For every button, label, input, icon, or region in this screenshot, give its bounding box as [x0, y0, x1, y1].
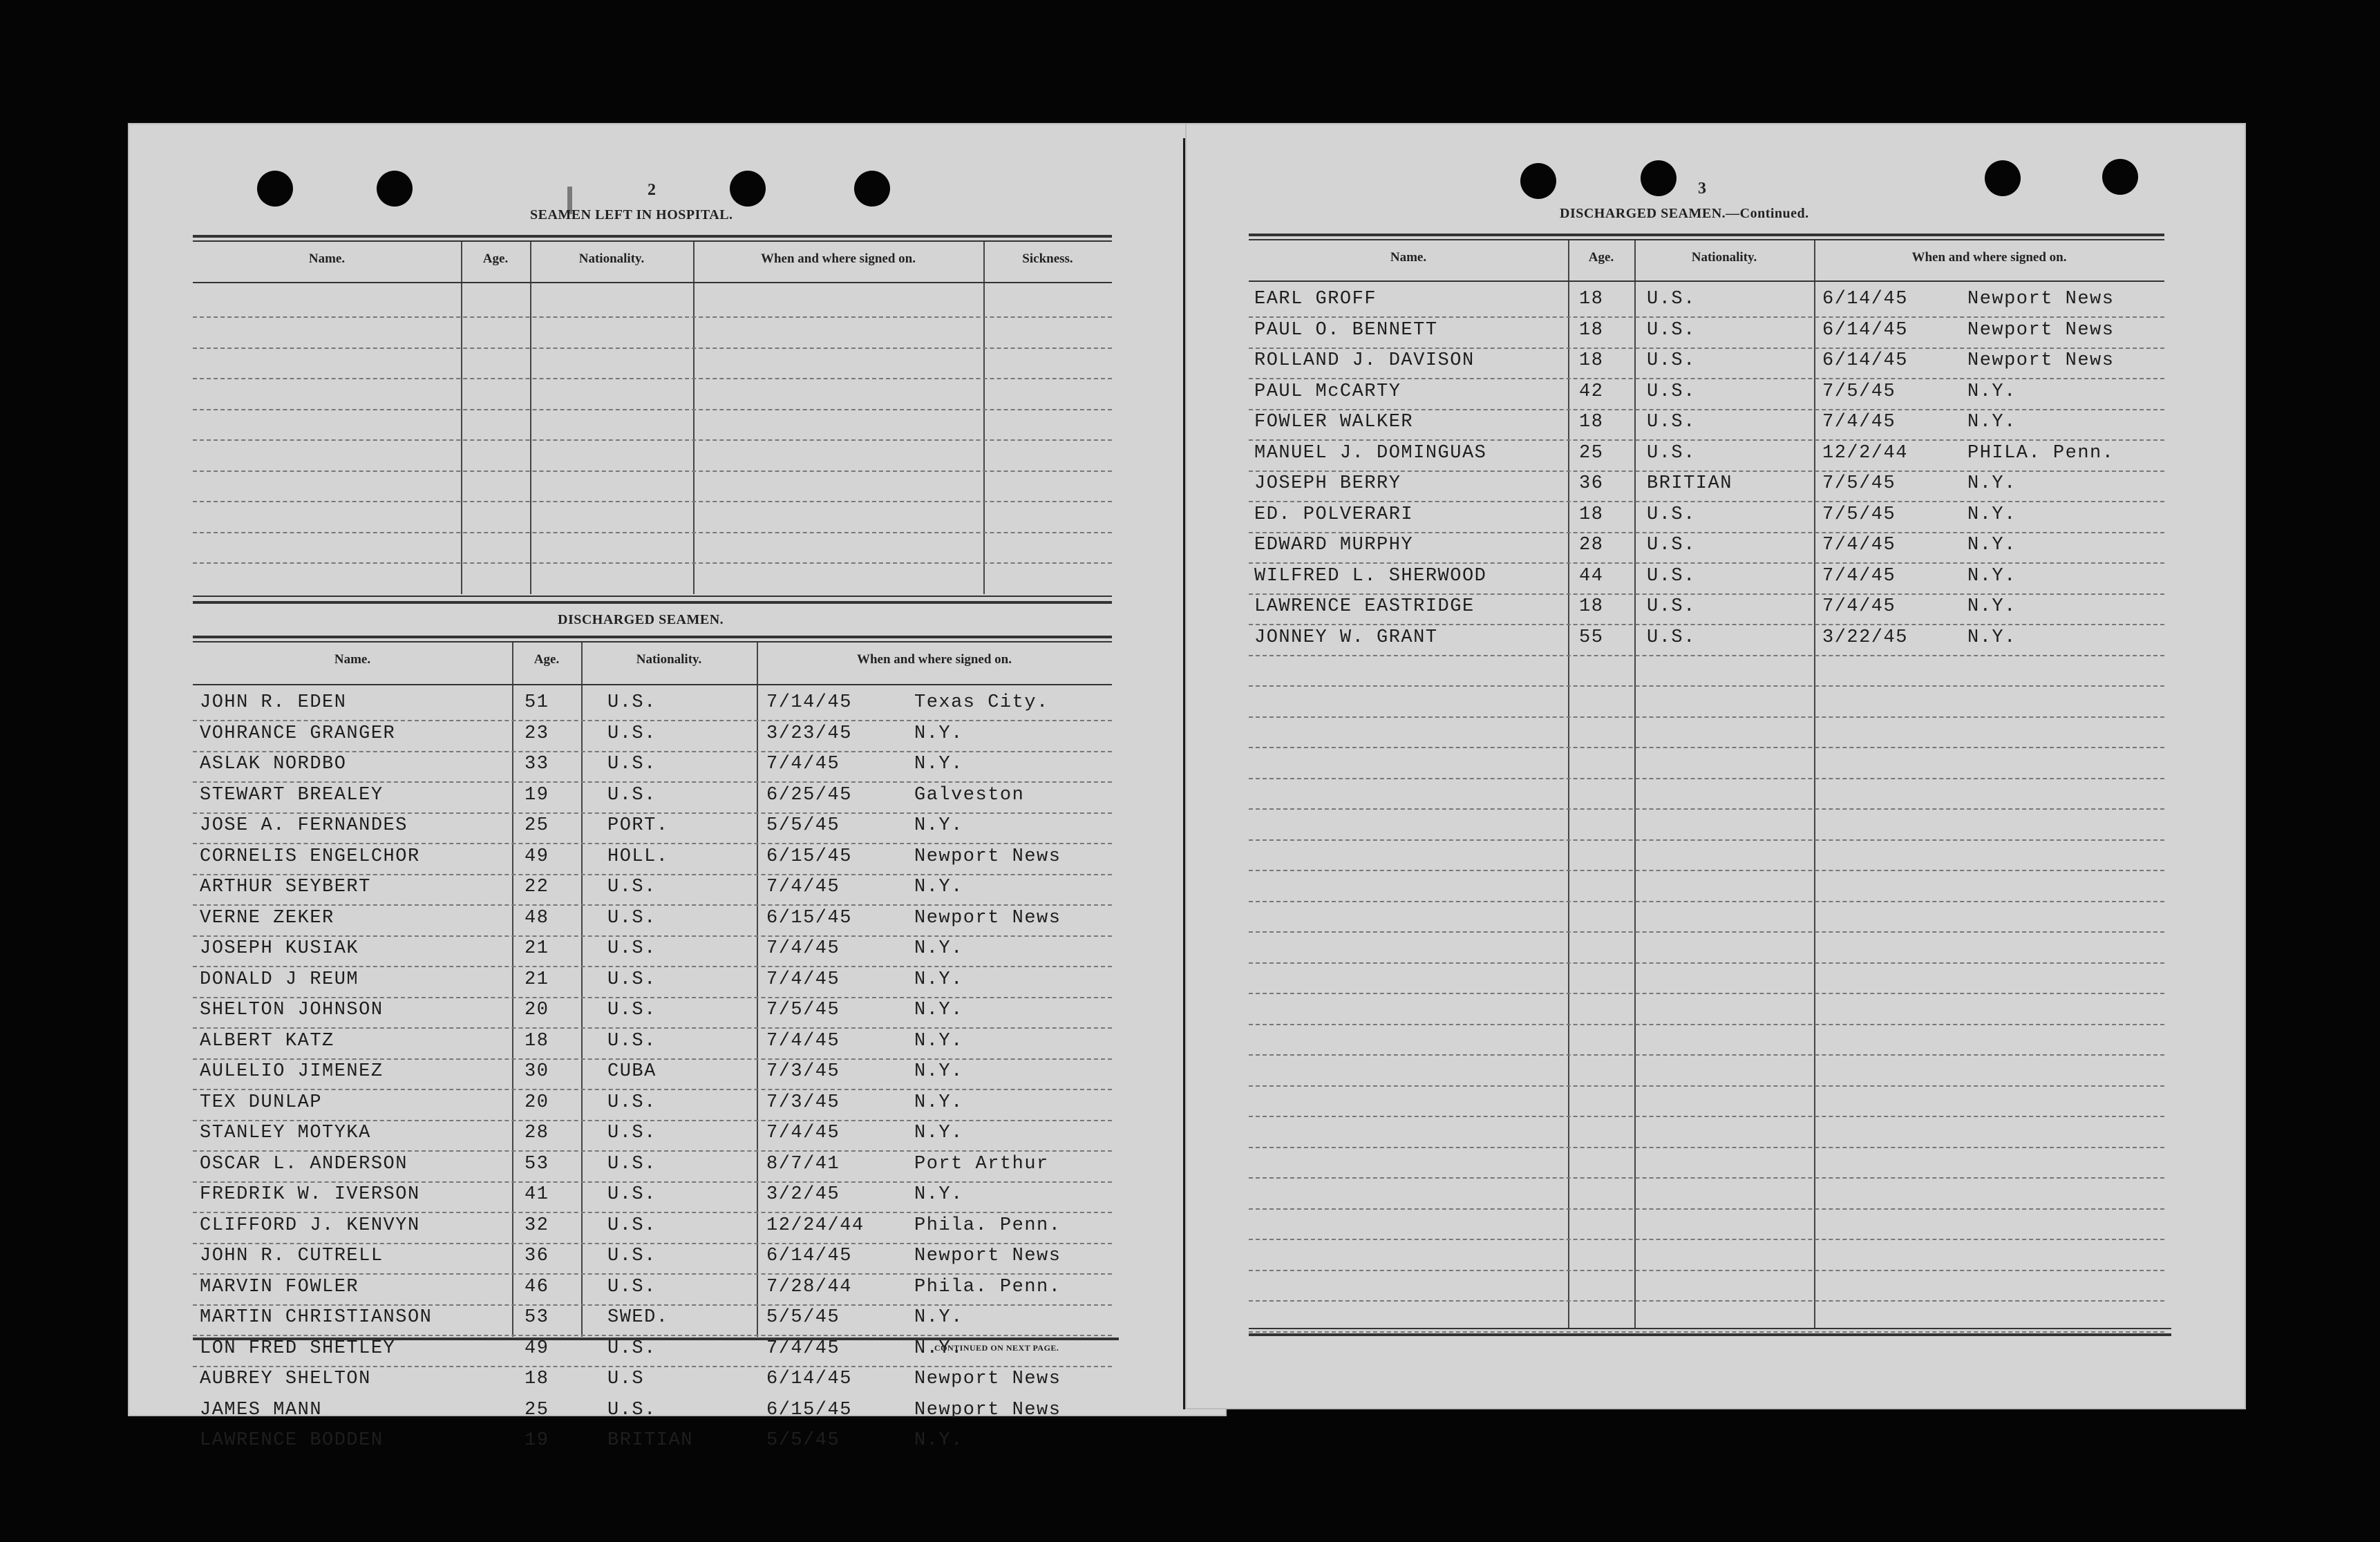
row-rule [193, 532, 1112, 533]
signed-on-place: N.Y. [914, 1061, 963, 1082]
discharged-continued-table [1249, 240, 2171, 1331]
seaman-name: STEWART BREALEY [200, 784, 384, 806]
seaman-age: 18 [525, 1369, 549, 1389]
row-rule [1249, 993, 2164, 994]
row-rule [1249, 1300, 2164, 1302]
seaman-age: 18 [1579, 289, 1604, 310]
seaman-name: LAWRENCE BODDEN [200, 1430, 384, 1451]
signed-on-date: 12/24/44 [766, 1215, 865, 1236]
seaman-name: JOSEPH KUSIAK [200, 938, 359, 959]
seaman-nationality: U.S. [1647, 412, 1696, 432]
seaman-nationality: U.S. [607, 877, 657, 897]
table-row [1249, 318, 2171, 350]
table-row [193, 968, 1119, 999]
signed-on-place: N.Y. [1967, 504, 2017, 525]
row-rule [1249, 1024, 2164, 1025]
seaman-nationality: U.S. [607, 723, 657, 744]
signed-on-place: N.Y. [914, 1123, 963, 1143]
seaman-name: OSCAR L. ANDERSON [200, 1153, 408, 1174]
row-rule [1249, 1270, 2164, 1271]
signed-on-place: N.Y. [914, 1338, 963, 1359]
row-rule [1249, 931, 2164, 933]
seaman-name: LON FRED SHETLEY [200, 1338, 396, 1359]
seaman-age: 23 [525, 723, 549, 744]
row-rule [1249, 778, 2164, 779]
seaman-nationality: BRITIAN [1647, 473, 1732, 494]
seaman-name: DONALD J REUM [200, 969, 359, 990]
seaman-name: AULELIO JIMENEZ [200, 1061, 384, 1082]
left-page [128, 123, 1227, 1451]
signed-on-date: 12/2/44 [1822, 442, 1908, 464]
table-row [193, 875, 1119, 906]
signed-on-date: 3/22/45 [1822, 627, 1908, 648]
seaman-nationality: U.S. [607, 1184, 657, 1205]
seaman-nationality: U.S. [607, 754, 657, 774]
row-rule [1249, 1239, 2164, 1240]
signed-on-place: N.Y. [1967, 412, 2017, 432]
seaman-name: JOSE A. FERNANDES [200, 815, 408, 836]
seaman-nationality: U.S. [607, 907, 657, 929]
seaman-age: 22 [525, 877, 549, 897]
table-row [193, 1244, 1119, 1275]
table-row [193, 783, 1119, 815]
table-row [193, 1398, 1119, 1429]
seaman-name: WILFRED L. SHERWOOD [1254, 565, 1487, 587]
seaman-name: EARL GROFF [1254, 289, 1377, 310]
signed-on-date: 6/15/45 [766, 1399, 852, 1420]
table-row [1249, 472, 2171, 503]
row-rule [1249, 1054, 2164, 1056]
signed-on-place: N.Y. [914, 969, 963, 990]
seaman-name: ALBERT KATZ [200, 1030, 334, 1051]
signed-on-place: Newport News [914, 1369, 1061, 1389]
signed-on-date: 7/4/45 [1822, 535, 1896, 555]
seaman-age: 25 [525, 815, 549, 836]
row-rule [1249, 1147, 2164, 1148]
seaman-nationality: PORT. [607, 815, 669, 836]
header-rule [193, 282, 1112, 283]
row-rule [1249, 839, 2164, 841]
table-row [1249, 287, 2171, 318]
signed-on-date: 6/25/45 [766, 784, 852, 806]
seaman-name: PAUL O. BENNETT [1254, 319, 1438, 341]
seaman-age: 20 [525, 1000, 549, 1020]
punch-hole [854, 171, 890, 207]
signed-on-date: 6/14/45 [1822, 350, 1908, 371]
seaman-nationality: CUBA [607, 1061, 657, 1082]
seaman-age: 20 [525, 1092, 549, 1113]
punch-hole [2102, 159, 2138, 195]
seaman-nationality: U.S. [607, 1030, 657, 1051]
row-rule [1249, 747, 2164, 748]
seaman-name: LAWRENCE EASTRIDGE [1254, 596, 1475, 617]
seaman-nationality: U.S. [1647, 350, 1696, 371]
table-row [193, 1306, 1119, 1337]
seaman-nationality: HOLL. [607, 846, 669, 867]
signed-on-place: Newport News [914, 907, 1061, 929]
row-rule [193, 501, 1112, 502]
seaman-name: JAMES MANN [200, 1399, 323, 1420]
table-row [193, 814, 1119, 845]
seaman-nationality: U.S. [1647, 504, 1696, 525]
seaman-nationality: U.S. [607, 1399, 657, 1420]
table-row [1249, 533, 2171, 564]
table-row [193, 1429, 1119, 1460]
column-divider [983, 242, 985, 594]
table-rule [193, 636, 1112, 638]
signed-on-date: 7/5/45 [1822, 473, 1896, 494]
seaman-age: 36 [1579, 473, 1604, 494]
seaman-nationality: U.S. [1647, 627, 1696, 648]
seaman-age: 18 [1579, 412, 1604, 432]
seaman-age: 46 [525, 1276, 549, 1297]
signed-on-date: 7/3/45 [766, 1092, 840, 1113]
seaman-age: 21 [525, 969, 549, 990]
seaman-age: 42 [1579, 381, 1604, 402]
seaman-name: PAUL McCARTY [1254, 381, 1401, 402]
signed-on-place: N.Y. [914, 1030, 963, 1051]
seaman-age: 28 [1579, 535, 1604, 555]
punch-hole [257, 171, 293, 207]
col-header-sickness: Sickness. [1022, 251, 1073, 266]
signed-on-place: Newport News [1967, 319, 2115, 341]
signed-on-date: 7/5/45 [766, 1000, 840, 1020]
signed-on-date: 6/14/45 [766, 1369, 852, 1389]
table-row [1249, 503, 2171, 534]
seaman-name: FOWLER WALKER [1254, 412, 1414, 432]
col-header-name: Name. [334, 652, 371, 667]
signed-on-date: 7/5/45 [1822, 381, 1896, 402]
signed-on-date: 7/14/45 [766, 692, 852, 713]
seaman-name: ROLLAND J. DAVISON [1254, 350, 1475, 371]
seaman-age: 49 [525, 1338, 549, 1359]
row-rule [193, 439, 1112, 441]
seaman-name: ARTHUR SEYBERT [200, 877, 371, 897]
right-section-title: DISCHARGED SEAMEN.—Continued. [1560, 206, 1809, 221]
signed-on-place: Newport News [1967, 350, 2115, 371]
col-header-age: Age. [533, 652, 560, 667]
row-rule [193, 316, 1112, 318]
header-rule [1249, 280, 2164, 282]
signed-on-date: 6/15/45 [766, 907, 852, 929]
col-header-nationality: Nationality. [578, 251, 645, 266]
seaman-nationality: U.S. [1647, 381, 1696, 402]
seaman-age: 18 [525, 1030, 549, 1051]
seaman-nationality: U.S. [607, 784, 657, 806]
seaman-name: EDWARD MURPHY [1254, 535, 1414, 555]
seaman-age: 44 [1579, 565, 1604, 587]
table-row [193, 691, 1119, 722]
page-number: 2 [648, 181, 656, 199]
seaman-nationality: U.S. [1647, 442, 1696, 464]
seaman-age: 48 [525, 907, 549, 929]
signed-on-place: Port Arthur [914, 1153, 1049, 1174]
seaman-name: JOHN R. EDEN [200, 692, 347, 713]
signed-on-place: Newport News [1967, 289, 2115, 310]
signed-on-date: 5/5/45 [766, 815, 840, 836]
hospital-section-title: SEAMEN LEFT IN HOSPITAL. [530, 207, 733, 222]
seaman-name: JONNEY W. GRANT [1254, 627, 1438, 648]
seaman-name: JOSEPH BERRY [1254, 473, 1401, 494]
seaman-nationality: U.S. [607, 1000, 657, 1020]
col-header-name: Name. [308, 251, 346, 266]
seaman-name: JOHN R. CUTRELL [200, 1246, 384, 1266]
seaman-age: 53 [525, 1153, 549, 1174]
signed-on-place: Newport News [914, 1246, 1061, 1266]
row-rule [1249, 1116, 2164, 1117]
table-row [193, 1060, 1119, 1091]
seaman-nationality: U.S. [607, 1153, 657, 1174]
seaman-name: ED. POLVERARI [1254, 504, 1414, 525]
seaman-name: AUBREY SHELTON [200, 1369, 371, 1389]
signed-on-date: 7/4/45 [766, 877, 840, 897]
seaman-nationality: U.S. [607, 1246, 657, 1266]
punch-hole [1641, 160, 1677, 196]
seaman-nationality: U.S. [607, 1276, 657, 1297]
signed-on-date: 7/4/45 [766, 1030, 840, 1051]
signed-on-date: 7/5/45 [1822, 504, 1896, 525]
seaman-name: ASLAK NORDBO [200, 754, 347, 774]
seaman-age: 53 [525, 1307, 549, 1328]
row-rule [1249, 1085, 2164, 1087]
seaman-age: 55 [1579, 627, 1604, 648]
seaman-name: MANUEL J. DOMINGUAS [1254, 442, 1487, 464]
table-row [193, 1183, 1119, 1214]
table-row [1249, 410, 2171, 441]
seaman-age: 18 [1579, 596, 1604, 617]
seaman-age: 19 [525, 784, 549, 806]
seaman-nationality: U.S. [607, 938, 657, 959]
seaman-nationality: U.S [607, 1369, 645, 1389]
discharged-section-title: DISCHARGED SEAMEN. [558, 612, 724, 627]
seaman-name: VERNE ZEKER [200, 907, 334, 929]
seaman-nationality: SWED. [607, 1307, 669, 1328]
table-row [193, 1091, 1119, 1122]
col-header-signed-on: When and where signed on. [760, 251, 916, 266]
seaman-age: 19 [525, 1430, 549, 1451]
signed-on-place: N.Y. [914, 938, 963, 959]
seaman-age: 41 [525, 1184, 549, 1205]
seaman-nationality: U.S. [607, 1338, 657, 1359]
seaman-age: 51 [525, 692, 549, 713]
row-rule [1249, 716, 2164, 718]
seaman-name: TEX DUNLAP [200, 1092, 323, 1113]
signed-on-place: N.Y. [1967, 473, 2017, 494]
signed-on-place: N.Y. [914, 877, 963, 897]
seaman-age: 28 [525, 1123, 549, 1143]
signed-on-place: N.Y. [914, 1307, 963, 1328]
punch-hole [730, 171, 766, 207]
signed-on-date: 3/23/45 [766, 723, 852, 744]
row-rule [193, 409, 1112, 410]
seaman-name: VOHRANCE GRANGER [200, 723, 396, 744]
table-row [1249, 441, 2171, 473]
column-divider [693, 242, 695, 594]
signed-on-date: 6/14/45 [766, 1246, 852, 1266]
table-row [1249, 595, 2171, 626]
seaman-age: 18 [1579, 350, 1604, 371]
table-row [193, 845, 1119, 876]
seaman-nationality: U.S. [1647, 289, 1696, 310]
col-header-signed-on: When and where signed on. [856, 652, 1012, 667]
seaman-name: FREDRIK W. IVERSON [200, 1184, 420, 1205]
signed-on-date: 8/7/41 [766, 1153, 840, 1174]
signed-on-date: 7/4/45 [766, 1123, 840, 1143]
signed-on-place: PHILA. Penn. [1967, 442, 2115, 464]
signed-on-place: N.Y. [1967, 627, 2017, 648]
signed-on-date: 7/4/45 [766, 938, 840, 959]
punch-hole [1985, 160, 2021, 196]
signed-on-date: 7/4/45 [1822, 412, 1896, 432]
row-rule [1249, 1177, 2164, 1179]
signed-on-date: 7/28/44 [766, 1276, 852, 1297]
row-rule [1249, 685, 2164, 687]
table-rule [193, 601, 1112, 604]
column-divider [530, 242, 531, 594]
signed-on-date: 6/15/45 [766, 846, 852, 867]
table-rule [193, 596, 1112, 597]
table-row [193, 1121, 1119, 1152]
signed-on-place: N.Y. [914, 1184, 963, 1205]
punch-hole [1520, 163, 1556, 199]
col-header-age: Age. [482, 251, 509, 266]
seaman-age: 49 [525, 846, 549, 867]
signed-on-place: N.Y. [914, 815, 963, 836]
seaman-age: 18 [1579, 504, 1604, 525]
row-rule [1249, 1331, 2164, 1333]
row-rule [193, 562, 1112, 564]
signed-on-date: 6/14/45 [1822, 289, 1908, 310]
right-page [1185, 123, 2246, 1409]
seaman-nationality: U.S. [1647, 319, 1696, 341]
signed-on-date: 3/2/45 [766, 1184, 840, 1205]
seaman-name: MARTIN CHRISTIANSON [200, 1307, 433, 1328]
signed-on-place: Phila. Penn. [914, 1215, 1061, 1236]
signed-on-place: N.Y. [1967, 596, 2017, 617]
table-row [1249, 349, 2171, 380]
seaman-nationality: U.S. [607, 692, 657, 713]
hospital-table [193, 242, 1112, 594]
seaman-nationality: U.S. [607, 969, 657, 990]
table-rule [193, 1338, 1119, 1340]
seaman-age: 33 [525, 754, 549, 774]
page-number: 3 [1698, 180, 1706, 198]
signed-on-place: Newport News [914, 846, 1061, 867]
seaman-nationality: U.S. [1647, 565, 1696, 587]
signed-on-date: 6/14/45 [1822, 319, 1908, 341]
seaman-nationality: U.S. [1647, 596, 1696, 617]
column-divider [461, 242, 462, 594]
seaman-age: 30 [525, 1061, 549, 1082]
seaman-name: MARVIN FOWLER [200, 1276, 359, 1297]
table-rule [1249, 1333, 2171, 1336]
signed-on-place: N.Y. [914, 1092, 963, 1113]
signed-on-place: N.Y. [1967, 381, 2017, 402]
row-rule [193, 348, 1112, 349]
col-header-nationality: Nationality. [636, 652, 702, 667]
signed-on-date: 7/4/45 [766, 754, 840, 774]
row-rule [193, 470, 1112, 472]
seaman-nationality: BRITIAN [607, 1430, 693, 1451]
signed-on-date: 5/5/45 [766, 1307, 840, 1328]
signed-on-date: 5/5/45 [766, 1430, 840, 1451]
table-row [193, 752, 1119, 783]
table-row [193, 1214, 1119, 1245]
seaman-name: CORNELIS ENGELCHOR [200, 846, 420, 867]
seaman-nationality: U.S. [607, 1123, 657, 1143]
seaman-age: 21 [525, 938, 549, 959]
seaman-nationality: U.S. [607, 1092, 657, 1113]
table-row [193, 1029, 1119, 1060]
seaman-age: 18 [1579, 319, 1604, 341]
row-rule [193, 378, 1112, 379]
col-header-name: Name. [1390, 250, 1427, 265]
seaman-age: 25 [1579, 442, 1604, 464]
continued-note: CONTINUED ON NEXT PAGE. [934, 1343, 1059, 1353]
table-row [193, 906, 1119, 937]
row-rule [1249, 962, 2164, 964]
table-row [193, 1367, 1119, 1398]
signed-on-place: Galveston [914, 784, 1025, 806]
table-rule [193, 235, 1112, 238]
signed-on-place: Phila. Penn. [914, 1276, 1061, 1297]
table-row [1249, 380, 2171, 411]
signed-on-place: N.Y. [914, 754, 963, 774]
seaman-age: 25 [525, 1399, 549, 1420]
signed-on-place: N.Y. [914, 1430, 963, 1451]
table-row [1249, 626, 2171, 657]
table-row [193, 722, 1119, 753]
header-rule [193, 684, 1112, 685]
signed-on-place: Texas City. [914, 692, 1049, 713]
seaman-nationality: U.S. [607, 1215, 657, 1236]
punch-hole [377, 171, 413, 207]
signed-on-place: N.Y. [1967, 535, 2017, 555]
signed-on-place: N.Y. [914, 1000, 963, 1020]
row-rule [1249, 808, 2164, 810]
table-row [193, 937, 1119, 968]
table-rule [1249, 1328, 2171, 1329]
col-header-age: Age. [1588, 250, 1614, 265]
row-rule [1249, 901, 2164, 902]
table-rule [1249, 234, 2164, 236]
seaman-name: SHELTON JOHNSON [200, 1000, 384, 1020]
table-row [1249, 564, 2171, 596]
table-row [193, 1275, 1119, 1306]
seaman-name: STANLEY MOTYKA [200, 1123, 371, 1143]
signed-on-date: 7/4/45 [766, 1338, 840, 1359]
seaman-nationality: U.S. [1647, 535, 1696, 555]
col-header-nationality: Nationality. [1691, 250, 1757, 265]
table-row [193, 1152, 1119, 1183]
col-header-signed-on: When and where signed on. [1911, 250, 2067, 265]
seaman-age: 32 [525, 1215, 549, 1236]
signed-on-place: Newport News [914, 1399, 1061, 1420]
signed-on-place: N.Y. [914, 723, 963, 744]
signed-on-date: 7/4/45 [1822, 596, 1896, 617]
signed-on-date: 7/3/45 [766, 1061, 840, 1082]
signed-on-place: N.Y. [1967, 565, 2017, 587]
table-row [193, 998, 1119, 1029]
seaman-name: CLIFFORD J. KENVYN [200, 1215, 420, 1236]
signed-on-date: 7/4/45 [766, 969, 840, 990]
row-rule [1249, 1208, 2164, 1210]
seaman-age: 36 [525, 1246, 549, 1266]
signed-on-date: 7/4/45 [1822, 565, 1896, 587]
row-rule [1249, 870, 2164, 871]
